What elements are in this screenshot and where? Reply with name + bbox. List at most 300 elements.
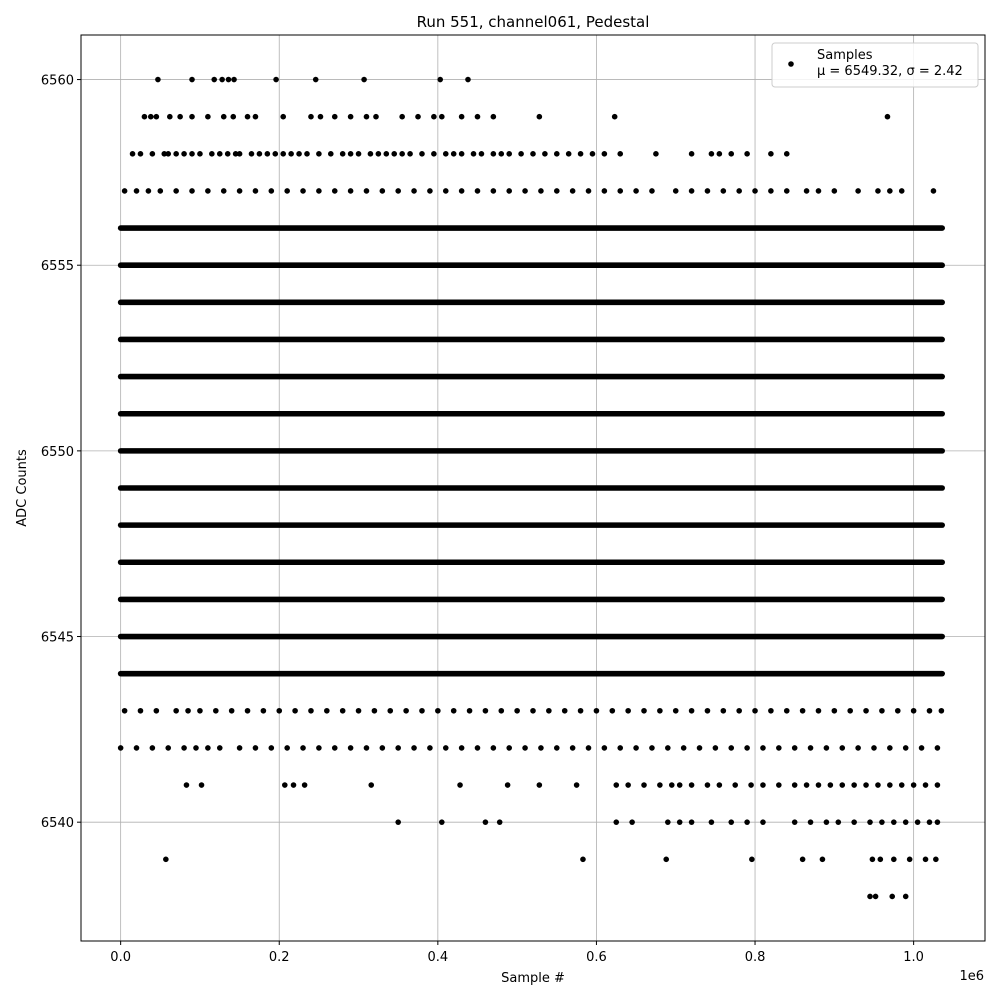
data-point (154, 708, 160, 714)
data-point (130, 151, 136, 157)
data-band-6552 (118, 374, 945, 380)
data-point (154, 114, 160, 120)
data-point (399, 151, 405, 157)
data-point (784, 151, 790, 157)
data-point (332, 114, 338, 120)
data-point (903, 819, 909, 825)
data-point (879, 708, 885, 714)
data-point (625, 708, 631, 714)
data-point (380, 188, 386, 194)
x-tick-label: 1.0 (903, 950, 924, 965)
data-point (443, 151, 449, 157)
data-band-6551 (118, 411, 945, 417)
data-point (839, 745, 845, 751)
data-point (395, 188, 401, 194)
data-point (717, 151, 723, 157)
data-point (633, 188, 639, 194)
data-point (617, 151, 623, 157)
data-point (138, 708, 144, 714)
data-point (911, 708, 917, 714)
y-tick-label: 6550 (40, 444, 74, 460)
data-point (542, 151, 548, 157)
data-point (927, 819, 933, 825)
data-point (165, 745, 171, 751)
data-band-6550 (118, 448, 945, 454)
data-point (617, 745, 623, 751)
data-point (768, 151, 774, 157)
data-point (689, 819, 695, 825)
data-point (673, 188, 679, 194)
data-point (157, 188, 163, 194)
data-point (313, 77, 319, 83)
data-point (231, 77, 237, 83)
data-point (348, 188, 354, 194)
data-point (380, 745, 386, 751)
data-point (641, 782, 647, 788)
data-point (288, 151, 294, 157)
data-point (217, 151, 223, 157)
data-point (282, 782, 288, 788)
data-point (835, 819, 841, 825)
data-point (689, 708, 695, 714)
data-point (863, 708, 869, 714)
data-point (498, 151, 504, 157)
data-point (625, 782, 631, 788)
x-tick-label: 0.4 (427, 950, 449, 965)
data-point (395, 745, 401, 751)
data-point (816, 188, 822, 194)
data-band-6546 (118, 597, 945, 603)
data-point (705, 188, 711, 194)
data-point (554, 188, 560, 194)
chart-title: Run 551, channel061, Pedestal (416, 13, 650, 31)
data-point (197, 708, 203, 714)
data-point (873, 894, 879, 900)
data-point (173, 151, 179, 157)
data-point (237, 745, 243, 751)
data-point (419, 708, 425, 714)
data-point (261, 708, 267, 714)
data-point (824, 745, 830, 751)
data-point (189, 114, 195, 120)
data-band-6547 (118, 559, 945, 565)
data-point (530, 708, 536, 714)
data-point (383, 151, 389, 157)
data-point (302, 782, 308, 788)
data-point (749, 857, 755, 863)
data-point (415, 114, 421, 120)
data-point (554, 151, 560, 157)
data-point (721, 188, 727, 194)
x-tick-label: 0.2 (268, 950, 290, 965)
data-point (165, 151, 171, 157)
data-point (895, 708, 901, 714)
data-point (340, 708, 346, 714)
data-point (709, 819, 715, 825)
data-band-6555 (118, 262, 945, 268)
data-point (768, 708, 774, 714)
data-point (411, 188, 417, 194)
data-point (435, 708, 441, 714)
data-point (828, 782, 834, 788)
data-point (867, 894, 873, 900)
data-point (839, 782, 845, 788)
data-point (491, 151, 497, 157)
data-point (721, 708, 727, 714)
data-point (332, 188, 338, 194)
data-point (221, 188, 227, 194)
data-point (522, 745, 528, 751)
data-point (609, 708, 615, 714)
data-point (665, 745, 671, 751)
data-point (483, 708, 489, 714)
data-point (368, 782, 374, 788)
data-point (184, 782, 190, 788)
data-point (134, 188, 140, 194)
data-point (483, 819, 489, 825)
data-point (284, 188, 290, 194)
data-point (471, 151, 477, 157)
data-point (475, 745, 481, 751)
data-point (784, 188, 790, 194)
data-point (356, 151, 362, 157)
data-point (808, 745, 814, 751)
data-point (506, 745, 512, 751)
data-point (273, 77, 279, 83)
data-point (257, 151, 263, 157)
data-point (878, 857, 884, 863)
data-point (760, 782, 766, 788)
data-point (245, 114, 251, 120)
data-point (677, 819, 683, 825)
data-point (189, 151, 195, 157)
data-point (475, 114, 481, 120)
data-point (586, 188, 592, 194)
legend (772, 43, 978, 87)
data-point (505, 782, 511, 788)
data-point (586, 745, 592, 751)
data-point (554, 745, 560, 751)
data-point (665, 819, 671, 825)
data-point (122, 708, 128, 714)
data-point (574, 782, 580, 788)
data-point (875, 782, 881, 788)
data-point (580, 857, 586, 863)
data-point (677, 782, 683, 788)
data-point (230, 114, 236, 120)
data-point (871, 745, 877, 751)
data-point (891, 857, 897, 863)
data-point (376, 151, 382, 157)
data-point (193, 745, 199, 751)
data-point (870, 857, 876, 863)
data-point (776, 782, 782, 788)
data-point (237, 188, 243, 194)
data-point (348, 114, 354, 120)
data-band-6554 (118, 300, 945, 306)
data-point (118, 745, 124, 751)
data-point (855, 745, 861, 751)
data-point (709, 151, 715, 157)
data-point (459, 151, 465, 157)
data-point (851, 782, 857, 788)
data-point (439, 819, 445, 825)
data-point (506, 188, 512, 194)
data-point (891, 819, 897, 825)
data-point (491, 188, 497, 194)
data-point (506, 151, 512, 157)
data-point (146, 188, 152, 194)
data-point (885, 114, 891, 120)
data-point (903, 745, 909, 751)
data-point (451, 151, 457, 157)
data-point (899, 782, 905, 788)
data-band-6544 (118, 671, 945, 677)
x-axis-offset-label: 1e6 (959, 969, 984, 984)
data-point (197, 151, 203, 157)
data-point (173, 188, 179, 194)
data-point (439, 114, 445, 120)
data-point (804, 782, 810, 788)
data-point (935, 782, 941, 788)
data-point (776, 745, 782, 751)
data-point (537, 114, 543, 120)
data-point (669, 782, 675, 788)
data-point (649, 188, 655, 194)
data-point (728, 745, 734, 751)
data-point (219, 77, 225, 83)
data-point (209, 151, 215, 157)
data-point (177, 114, 183, 120)
data-point (927, 708, 933, 714)
data-point (760, 819, 766, 825)
data-point (923, 857, 929, 863)
data-point (181, 745, 187, 751)
data-point (594, 708, 600, 714)
data-point (705, 708, 711, 714)
data-point (324, 708, 330, 714)
data-point (935, 819, 941, 825)
data-band-6545 (118, 634, 945, 640)
data-point (653, 151, 659, 157)
x-tick-label: 0.8 (744, 950, 766, 965)
data-point (875, 188, 881, 194)
data-point (229, 708, 235, 714)
data-point (939, 708, 945, 714)
data-point (808, 819, 814, 825)
data-point (570, 745, 576, 751)
data-point (578, 151, 584, 157)
data-point (391, 151, 397, 157)
data-point (923, 782, 929, 788)
data-point (633, 745, 639, 751)
data-point (855, 188, 861, 194)
data-point (851, 819, 857, 825)
data-point (514, 708, 520, 714)
data-point (163, 857, 169, 863)
data-point (205, 114, 211, 120)
data-point (411, 745, 417, 751)
y-tick-label: 6540 (40, 816, 74, 832)
data-point (931, 188, 937, 194)
data-point (617, 188, 623, 194)
data-point (300, 745, 306, 751)
legend-stat: μ = 6549.32, σ = 2.42 (817, 64, 963, 79)
data-point (431, 151, 437, 157)
data-point (122, 188, 128, 194)
data-point (459, 745, 465, 751)
data-point (276, 708, 282, 714)
data-point (546, 708, 552, 714)
data-point (316, 745, 322, 751)
data-point (792, 782, 798, 788)
data-point (427, 188, 433, 194)
data-point (867, 819, 873, 825)
data-point (713, 745, 719, 751)
data-point (443, 188, 449, 194)
data-point (641, 708, 647, 714)
data-point (403, 708, 409, 714)
data-point (736, 188, 742, 194)
data-point (155, 77, 161, 83)
data-point (253, 188, 259, 194)
data-point (138, 151, 144, 157)
data-point (265, 151, 271, 157)
data-point (479, 151, 485, 157)
data-point (497, 819, 503, 825)
data-point (832, 188, 838, 194)
data-point (903, 894, 909, 900)
data-point (185, 708, 191, 714)
data-point (361, 77, 367, 83)
data-point (148, 114, 154, 120)
data-point (245, 708, 251, 714)
data-point (522, 188, 528, 194)
data-point (498, 708, 504, 714)
data-point (291, 782, 297, 788)
data-point (328, 151, 334, 157)
data-point (253, 745, 259, 751)
data-point (629, 819, 635, 825)
data-point (316, 188, 322, 194)
data-point (879, 819, 885, 825)
data-point (792, 745, 798, 751)
data-point (887, 782, 893, 788)
data-point (816, 708, 822, 714)
data-band-6553 (118, 337, 945, 343)
data-point (768, 188, 774, 194)
data-point (173, 708, 179, 714)
data-point (816, 782, 822, 788)
data-point (364, 745, 370, 751)
data-point (518, 151, 524, 157)
data-point (253, 114, 259, 120)
data-point (689, 151, 695, 157)
data-point (907, 857, 913, 863)
data-point (728, 151, 734, 157)
data-point (457, 782, 463, 788)
y-tick-label: 6545 (40, 630, 74, 646)
data-point (602, 745, 608, 751)
data-point (269, 745, 275, 751)
y-tick-label: 6555 (40, 259, 74, 275)
data-point (356, 708, 362, 714)
data-point (800, 857, 806, 863)
data-point (280, 114, 286, 120)
data-point (570, 188, 576, 194)
data-point (364, 114, 370, 120)
data-point (911, 782, 917, 788)
data-point (602, 188, 608, 194)
data-point (142, 114, 148, 120)
y-axis-label: ADC Counts (15, 449, 30, 527)
data-point (820, 857, 826, 863)
data-point (728, 819, 734, 825)
data-point (419, 151, 425, 157)
data-point (340, 151, 346, 157)
data-point (181, 151, 187, 157)
data-point (800, 708, 806, 714)
data-point (134, 745, 140, 751)
data-point (199, 782, 205, 788)
data-point (744, 819, 750, 825)
data-point (538, 745, 544, 751)
data-point (657, 782, 663, 788)
data-point (933, 857, 939, 863)
data-point (491, 745, 497, 751)
data-point (431, 114, 437, 120)
data-point (213, 708, 219, 714)
data-point (459, 114, 465, 120)
data-point (167, 114, 173, 120)
data-point (824, 819, 830, 825)
data-point (332, 745, 338, 751)
data-point (889, 894, 895, 900)
data-point (318, 114, 324, 120)
data-point (237, 151, 243, 157)
data-point (697, 745, 703, 751)
data-point (348, 151, 354, 157)
data-point (407, 151, 413, 157)
data-point (467, 708, 473, 714)
data-point (427, 745, 433, 751)
data-point (211, 77, 217, 83)
data-point (150, 151, 156, 157)
data-point (649, 745, 655, 751)
data-point (280, 151, 286, 157)
data-point (657, 708, 663, 714)
data-point (387, 708, 393, 714)
data-point (249, 151, 255, 157)
data-point (373, 114, 379, 120)
data-point (537, 782, 543, 788)
data-point (919, 745, 925, 751)
data-point (226, 77, 232, 83)
data-point (189, 77, 195, 83)
x-tick-label: 0.6 (586, 950, 607, 965)
data-point (899, 188, 905, 194)
data-point (673, 708, 679, 714)
data-point (296, 151, 302, 157)
data-point (368, 151, 374, 157)
data-point (372, 708, 378, 714)
data-point (316, 151, 322, 157)
data-point (348, 745, 354, 751)
data-point (284, 745, 290, 751)
data-point (475, 188, 481, 194)
data-point (847, 708, 853, 714)
data-point (292, 708, 298, 714)
